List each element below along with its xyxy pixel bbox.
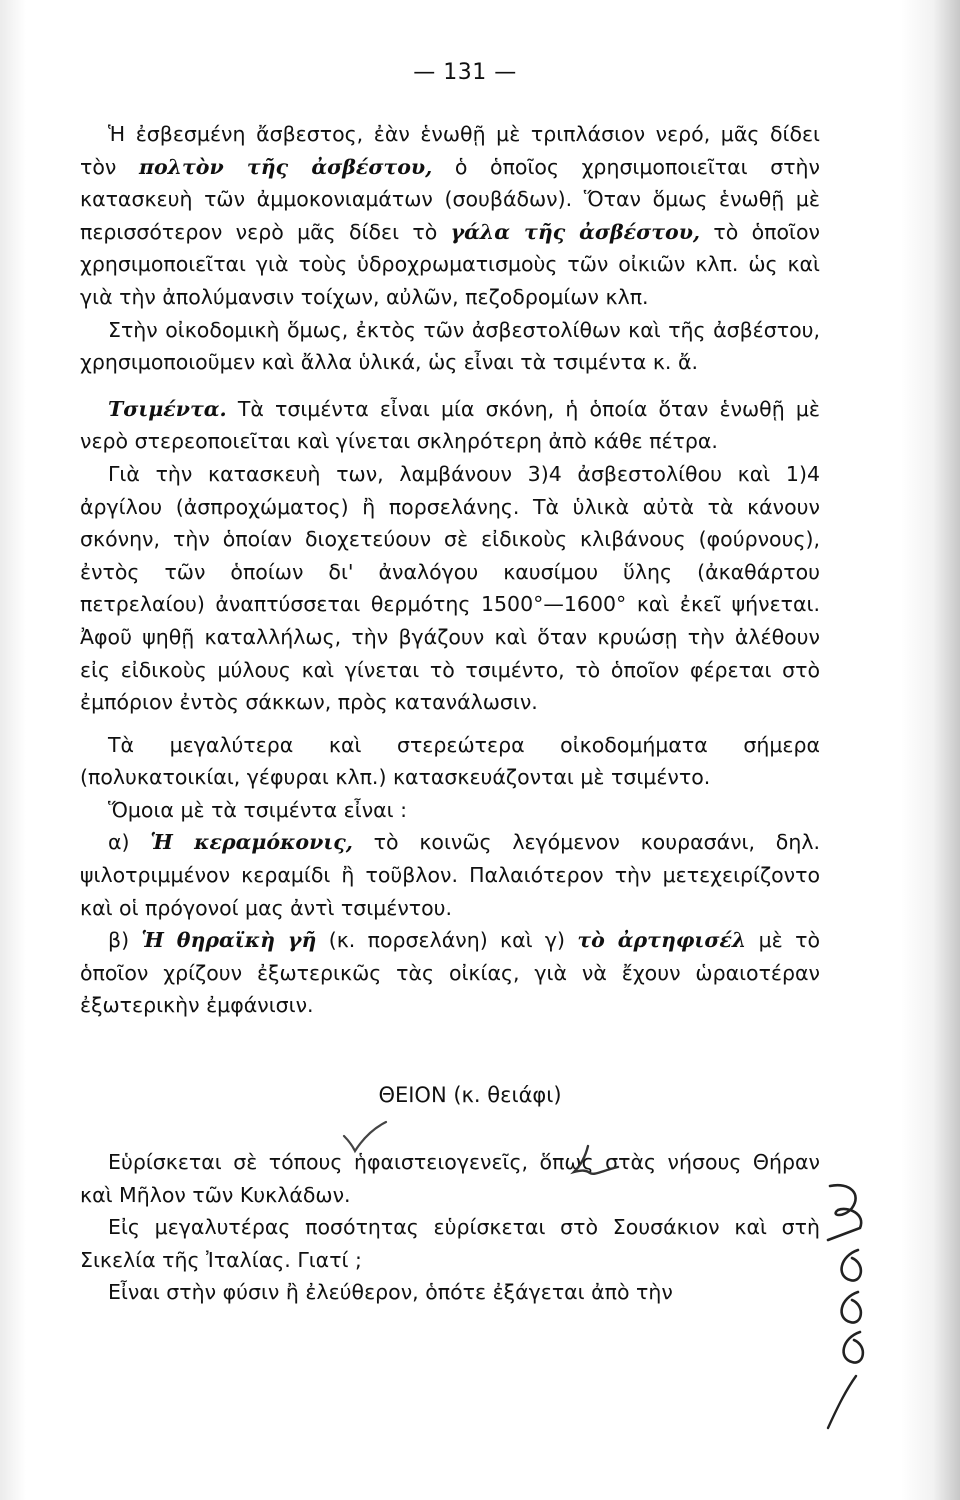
paragraph-cements bbox=[80, 393, 820, 458]
text-run: α) bbox=[108, 830, 151, 855]
text-run: τὸ ὁποῖον χρησιμοποιεῖται γιὰ τοὺς ὑδροχρωματισμοὺς τῶν οἰκιῶν κλπ. ὡς καὶ γιὰ τὴν ἀπολύμανσιν τοίχων, αὐλῶν, πεζοδρομίων κλπ. bbox=[80, 219, 820, 309]
paragraph-slaked-lime bbox=[80, 118, 820, 314]
paragraph-other-materials: Στὴν οἰκοδομικὴ ὅμως, ἐκτὸς τῶν ἀσβεστολίθων καὶ τῆς ἀσβέστου, χρησιμοποιοῦμεν καὶ ἄλλα ὑλικά, ὡς εἶναι τὰ τσιμέντα κ. ἄ. bbox=[80, 317, 820, 375]
paragraph-item-a bbox=[80, 826, 820, 924]
term-lime-paste: πολτὸν τῆς ἀσβέστου, bbox=[138, 154, 433, 179]
text-run: μὲ τὸ ὁποῖον χρίζουν ἐξωτερικῶς τὰς οἰκίας, γιὰ νὰ ἔχουν ὡραιοτέραν ἐξωτερικὴν ἐμφάνισιν. bbox=[80, 928, 820, 1018]
handwritten-checkmark bbox=[340, 1118, 390, 1156]
paragraph-sulfur-nature: Εἶναι στὴν φύσιν ἢ ἐλεύθερον, ὁπότε ἐξάγεται ἀπὸ τὴν bbox=[108, 1280, 673, 1305]
paragraph-buildings: Τὰ μεγαλύτερα καὶ στερεώτερα οἰκοδομήματα σήμερα (πολυκατοικίαι, γέφυραι κλπ.) κατασκευάζονται μὲ τσιμέντο. bbox=[80, 732, 820, 790]
term-artifisel: τὸ ἀρτηφισέλ bbox=[577, 928, 747, 953]
term-lime-milk: γάλα τῆς ἀσβέστου, bbox=[450, 219, 701, 244]
page-body bbox=[80, 58, 820, 1309]
paragraph-item-b-c bbox=[80, 924, 820, 1022]
page-number: — 131 — bbox=[413, 60, 517, 85]
paragraph-sulfur-location: Εὑρίσκεται σὲ τόπους ἡφαιστειογενεῖς, ὅπως στὰς νήσους Θήραν καὶ Μῆλον τῶν Κυκλάδων. bbox=[80, 1150, 820, 1207]
term-cements: Τσιμέντα. bbox=[108, 396, 227, 421]
text-run: τὸ κοινῶς λεγόμενον κουρασάνι, δηλ. ψιλοτριμμένον κεραμίδι ἢ τοῦβλον. Παλαιότερον τὴν μετεχειρίζοντο καὶ οἱ πρόγονοί μας ἀντὶ τσιμέντου. bbox=[80, 830, 820, 920]
page-left-shadow bbox=[0, 0, 26, 1500]
text-run: Ἡ ἐσβεσμένη ἄσβεστος, ἐὰν ἑνωθῇ μὲ τριπλάσιον νερό, μᾶς δίδει τὸν bbox=[80, 122, 820, 179]
page-right-shadow bbox=[900, 0, 960, 1500]
text-run: β) bbox=[108, 928, 142, 953]
text-run: (κ. πορσελάνη) καὶ γ) bbox=[316, 928, 578, 953]
term-thera-earth: Ἡ θηραϊκὴ γῆ bbox=[141, 928, 317, 953]
paragraph-similar: Ὅμοια μὲ τὰ τσιμέντα εἶναι : bbox=[108, 797, 408, 822]
paragraph-cement-production: Γιὰ τὴν κατασκευὴ των, λαμβάνουν 3)4 ἀσβεστολίθου καὶ 1)4 ἀργίλου (ἀσπροχώματος) ἢ πορσελάνης. Τὰ ὑλικὰ αὐτὰ τὰ κάνουν σκόνην, τὴν ὁποίαν διοχετεύουν σὲ εἰδικοὺς κλιβάνους (φούρνους), ἐντὸς τῶν ὁποίων δι' ἀναλόγου καυσίμου ὕλης (ἀκαθάρτου πετρελαίου) ἀναπτύσσεται θερμότης 1500°—1600° καὶ ἐκεῖ ψήνεται. Ἀφοῦ ψηθῇ καταλλήλως, τὴν βγάζουν καὶ ὅταν κρυώσῃ τὴν ἀλέθουν εἰς εἰδικοὺς μύλους καὶ γίνεται τὸ τσιμέντο, τὸ ὁποῖον φέρεται στὸ ἐμπόριον ἐντὸς σάκκων, πρὸς κατανάλωσιν. bbox=[80, 461, 820, 715]
text-run: ὁ ὁποῖος χρησιμοποιεῖται στὴν κατασκευὴ τῶν ἀμμοκονιαμάτων (σουβάδων). Ὅταν ὅμως ἑνωθῇ μὲ περισσότερον νερὸ μᾶς δίδει τὸ bbox=[80, 154, 820, 244]
handwritten-number-mark bbox=[560, 1140, 630, 1188]
handwritten-margin-scribble bbox=[800, 1180, 890, 1440]
term-keramokonis: Ἡ κεραμόκονις, bbox=[150, 830, 353, 855]
section-heading-sulfur: ΘΕΙΟΝ (κ. θειάφι) bbox=[378, 1083, 562, 1108]
paragraph-sulfur-quantities: Εἰς μεγαλυτέρας ποσότητας εὑρίσκεται στὸ Σουσάκιον καὶ στὴ Σικελία τῆς Ἰταλίας. Γιατί ; bbox=[80, 1215, 820, 1272]
text-run: Τὰ τσιμέντα εἶναι μία σκόνη, ἡ ὁποία ὅταν ἑνωθῇ μὲ νερὸ στερεοποιεῖται καὶ γίνεται σκληρότερη ἀπὸ κάθε πέτρα. bbox=[80, 396, 820, 454]
